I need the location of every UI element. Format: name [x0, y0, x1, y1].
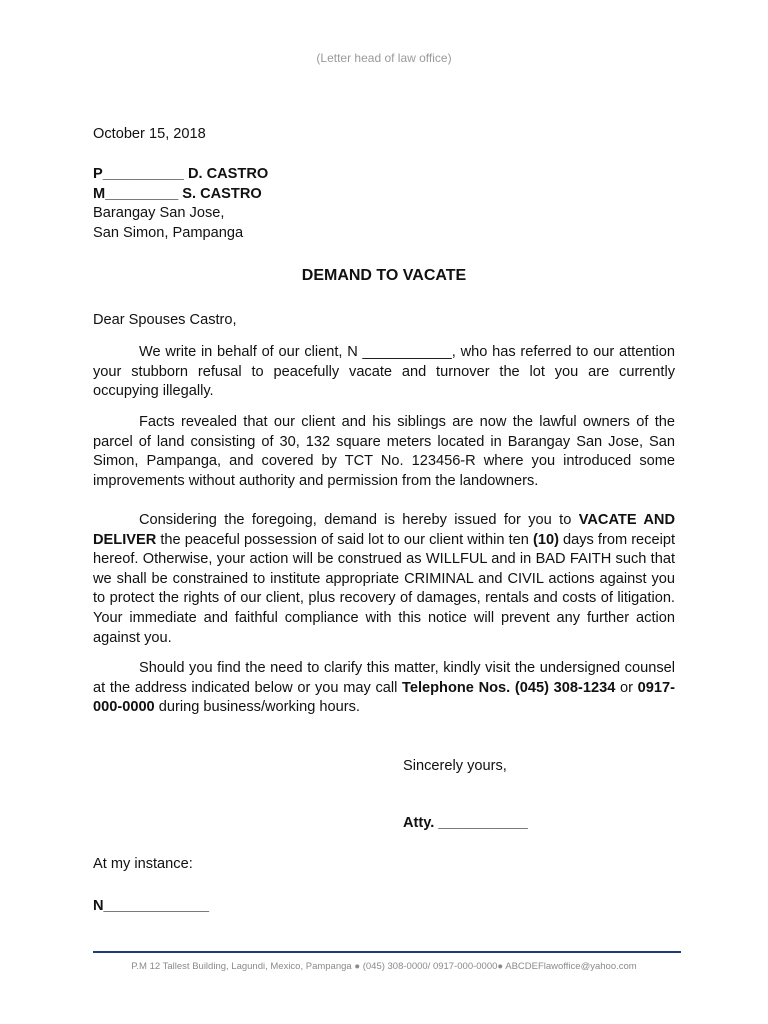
- p3-emphasis-vacate: VACATE AND DELIVER: [93, 512, 676, 548]
- paragraph-4: [93, 659, 675, 718]
- paragraph-2: Facts revealed that our client and his siblings are now the lawful owners of the parcel of land consisting of 30, 132 square meters located in Barangay San Jose, San Simon, Pampanga, and covered by TCT No. 123456-R where you introduced some improvements without authority and permission from the landowners.: [93, 414, 675, 489]
- instance-label: At my instance:: [93, 856, 193, 872]
- addressee-line-1: P__________ D. CASTRO: [93, 166, 269, 182]
- p3-text-c: the peaceful possession of said lot to our client within ten: [156, 531, 533, 548]
- document-title: DEMAND TO VACATE: [301, 267, 467, 284]
- p3-text-e: days from receipt hereof. Otherwise, your action will be construed as WILLFUL and in BAD FAITH such that we shall be constrained to institute appropriate CRIMINAL and CIVIL actions against you to protect the rights of our client, plus recovery of damages, rentals and costs of litigation. Your immediate and faithful compliance with this notice will prevent any further action against you.: [93, 531, 675, 646]
- addressee-line-2: M_________ S. CASTRO: [93, 185, 262, 202]
- p4-mobile: 0917-000-0000: [93, 679, 675, 716]
- addressee-line-4: San Simon, Pampanga: [93, 224, 244, 241]
- client-signature-line: N_____________: [93, 898, 210, 914]
- closing-phrase: Sincerely yours,: [403, 758, 507, 774]
- signatory-line: Atty. ___________: [403, 815, 528, 831]
- footer-divider: [93, 951, 681, 953]
- p4-telephone: Telephone Nos. (045) 308-1234: [402, 679, 616, 696]
- letterhead-placeholder: (Letter head of law office): [316, 51, 452, 65]
- paragraph-1: We write in behalf of our client, N ___________, who has referred to our attention your stubborn refusal to peacefully vacate and turnover the lot you are currently occupying illegally.: [93, 344, 675, 400]
- paragraph-3: [93, 511, 675, 648]
- p3-text-a: Considering the foregoing, demand is hereby issued for you to: [139, 512, 579, 528]
- salutation: Dear Spouses Castro,: [93, 312, 237, 328]
- letter-date: October 15, 2018: [93, 126, 206, 142]
- p4-text-a: Should you find the need to clarify this matter, kindly visit the undersigned counsel at the address indicated below or you may call: [93, 660, 675, 696]
- p4-text-c: or: [615, 679, 638, 696]
- addressee-block: [93, 165, 675, 243]
- addressee-line-3: Barangay San Jose,: [93, 205, 225, 222]
- p4-text-e: during business/working hours.: [154, 699, 360, 716]
- p3-emphasis-days: (10): [532, 531, 559, 548]
- footer-contact: P.M 12 Tallest Building, Lagundi, Mexico, Pampanga ● (045) 308-0000/ 0917-000-0000● ABCDEFlawoffice@yahoo.com: [131, 961, 637, 972]
